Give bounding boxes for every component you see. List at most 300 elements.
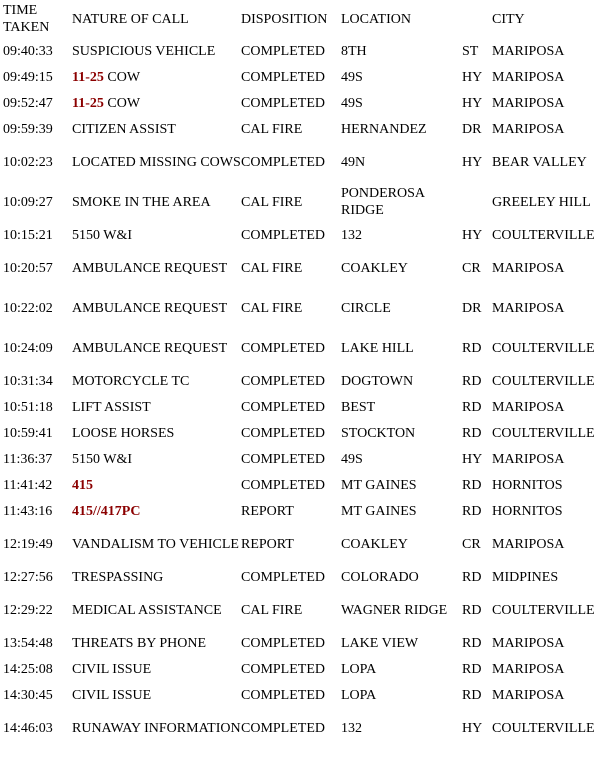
call-log-table [3, 0, 614, 748]
time-value: 10:09:27 [3, 194, 53, 210]
cell-suffix [462, 564, 492, 590]
nature-value: SUSPICIOUS VEHICLE [72, 43, 216, 59]
disposition-value: COMPLETED [241, 661, 325, 677]
cell-suffix [462, 394, 492, 420]
header-disposition: DISPOSITION [241, 11, 328, 27]
disposition-value: CAL FIRE [241, 121, 303, 137]
location-value: 132 [341, 227, 362, 243]
city-value: MIDPINES [492, 569, 559, 585]
cell-location [341, 248, 462, 288]
time-value: 14:25:08 [3, 661, 53, 677]
time-value: 09:49:15 [3, 69, 53, 85]
call-rows [3, 38, 614, 748]
disposition-value: COMPLETED [241, 635, 325, 651]
call-code: 11-25 [72, 95, 104, 111]
cell-location [341, 524, 462, 564]
nature-value: THREATS BY PHONE [72, 635, 207, 651]
time-value: 13:54:48 [3, 635, 53, 651]
cell-time [3, 420, 72, 446]
street-suffix: DR [462, 121, 482, 137]
city-value: COULTERVILLE [492, 373, 595, 389]
cell-nature [72, 222, 241, 248]
location-value: 8TH [341, 43, 367, 59]
cell-suffix [462, 222, 492, 248]
city-value: COULTERVILLE [492, 720, 595, 736]
cell-location [341, 64, 462, 90]
city-value: COULTERVILLE [492, 425, 595, 441]
cell-city [492, 288, 614, 328]
time-value: 12:29:22 [3, 602, 53, 618]
time-value: 11:43:16 [3, 503, 53, 519]
city-value: MARIPOSA [492, 536, 565, 552]
table-row [3, 498, 614, 524]
cell-disposition [241, 656, 341, 682]
city-value: COULTERVILLE [492, 602, 595, 618]
time-value: 14:30:45 [3, 687, 53, 703]
table-row [3, 708, 614, 748]
location-value: LAKE HILL [341, 340, 414, 356]
disposition-value: COMPLETED [241, 154, 325, 170]
location-value: 132 [341, 720, 362, 736]
header-nature: NATURE OF CALL [72, 11, 189, 27]
cell-time [3, 590, 72, 630]
cell-suffix [462, 182, 492, 222]
cell-city [492, 142, 614, 182]
cell-disposition [241, 38, 341, 64]
time-value: 11:36:37 [3, 451, 53, 467]
cell-disposition [241, 182, 341, 222]
city-value: MARIPOSA [492, 451, 565, 467]
cell-nature [72, 590, 241, 630]
cell-suffix [462, 142, 492, 182]
time-value: 11:41:42 [3, 477, 53, 493]
cell-disposition [241, 368, 341, 394]
location-value: 49N [341, 154, 366, 170]
cell-nature [72, 394, 241, 420]
disposition-value: CAL FIRE [241, 602, 303, 618]
street-suffix: RD [462, 425, 482, 441]
cell-location [341, 38, 462, 64]
time-value: 10:59:41 [3, 425, 53, 441]
table-row [3, 222, 614, 248]
disposition-value: COMPLETED [241, 451, 325, 467]
cell-nature [72, 368, 241, 394]
cell-disposition [241, 116, 341, 142]
table-row [3, 630, 614, 656]
city-value: GREELEY HILL [492, 194, 591, 210]
cell-nature [72, 420, 241, 446]
city-value: MARIPOSA [492, 661, 565, 677]
cell-city [492, 222, 614, 248]
cell-suffix [462, 472, 492, 498]
street-suffix: HY [462, 720, 483, 736]
city-value: MARIPOSA [492, 635, 565, 651]
header-row [3, 0, 614, 38]
cell-location [341, 630, 462, 656]
cell-city [492, 90, 614, 116]
location-value: MT GAINES [341, 503, 417, 519]
time-value: 12:27:56 [3, 569, 53, 585]
cell-time [3, 656, 72, 682]
cell-city [492, 682, 614, 708]
cell-nature [72, 288, 241, 328]
nature-value: AMBULANCE REQUEST [72, 300, 228, 316]
disposition-value: COMPLETED [241, 477, 325, 493]
time-value: 10:22:02 [3, 300, 53, 316]
city-value: HORNITOS [492, 477, 563, 493]
cell-location [341, 420, 462, 446]
location-value: HERNANDEZ [341, 121, 427, 137]
cell-time [3, 368, 72, 394]
street-suffix: RD [462, 477, 482, 493]
nature-value: TRESPASSING [72, 569, 164, 585]
time-value: 09:40:33 [3, 43, 53, 59]
cell-suffix [462, 446, 492, 472]
time-value: 09:52:47 [3, 95, 53, 111]
disposition-value: COMPLETED [241, 569, 325, 585]
street-suffix: HY [462, 451, 483, 467]
time-value: 10:02:23 [3, 154, 53, 170]
cell-location [341, 590, 462, 630]
location-value: BEST [341, 399, 376, 415]
cell-disposition [241, 328, 341, 368]
cell-time [3, 288, 72, 328]
table-row [3, 394, 614, 420]
cell-location [341, 328, 462, 368]
disposition-value: CAL FIRE [241, 194, 303, 210]
street-suffix: DR [462, 300, 482, 316]
cell-city [492, 524, 614, 564]
nature-value: CITIZEN ASSIST [72, 121, 176, 137]
disposition-value: CAL FIRE [241, 260, 303, 276]
nature-value: 5150 W&I [72, 227, 133, 243]
location-value: WAGNER RIDGE [341, 602, 448, 618]
cell-location [341, 394, 462, 420]
cell-nature [72, 182, 241, 222]
cell-city [492, 420, 614, 446]
cell-time [3, 222, 72, 248]
cell-suffix [462, 682, 492, 708]
cell-suffix [462, 708, 492, 748]
nature-value: LOCATED MISSING COWS [72, 154, 241, 170]
street-suffix: RD [462, 340, 482, 356]
cell-nature [72, 142, 241, 182]
table-row [3, 590, 614, 630]
cell-location [341, 182, 462, 222]
cell-city [492, 182, 614, 222]
cell-time [3, 472, 72, 498]
time-value: 10:24:09 [3, 340, 53, 356]
disposition-value: COMPLETED [241, 425, 325, 441]
cell-disposition [241, 90, 341, 116]
header-city: CITY [492, 11, 525, 27]
cell-time [3, 498, 72, 524]
time-value: 10:20:57 [3, 260, 53, 276]
cell-suffix [462, 420, 492, 446]
table-row [3, 446, 614, 472]
cell-disposition [241, 420, 341, 446]
table-row [3, 288, 614, 328]
cell-city [492, 472, 614, 498]
cell-disposition [241, 142, 341, 182]
nature-value: CIVIL ISSUE [72, 661, 152, 677]
table-row [3, 328, 614, 368]
time-value: 12:19:49 [3, 536, 53, 552]
table-row [3, 524, 614, 564]
nature-value: RUNAWAY INFORMATION [72, 720, 241, 736]
cell-nature [72, 564, 241, 590]
cell-suffix [462, 64, 492, 90]
disposition-value: REPORT [241, 536, 294, 552]
cell-city [492, 368, 614, 394]
cell-nature [72, 472, 241, 498]
cell-city [492, 590, 614, 630]
cell-suffix [462, 38, 492, 64]
street-suffix: RD [462, 635, 482, 651]
nature-value: LOOSE HORSES [72, 425, 175, 441]
header-location: LOCATION [341, 11, 411, 27]
cell-suffix [462, 288, 492, 328]
disposition-value: COMPLETED [241, 43, 325, 59]
cell-nature [72, 248, 241, 288]
cell-city [492, 446, 614, 472]
table-row [3, 64, 614, 90]
cell-nature [72, 630, 241, 656]
city-value: MARIPOSA [492, 687, 565, 703]
location-value: PONDEROSA RIDGE [341, 186, 425, 218]
location-value: DOGTOWN [341, 373, 414, 389]
cell-location [341, 656, 462, 682]
call-code: 11-25 [72, 69, 104, 85]
cell-location [341, 708, 462, 748]
cell-time [3, 682, 72, 708]
nature-value: VANDALISM TO VEHICLE [72, 536, 239, 552]
cell-disposition [241, 288, 341, 328]
table-row [3, 142, 614, 182]
time-value: 10:51:18 [3, 399, 53, 415]
table-row [3, 38, 614, 64]
table-row [3, 368, 614, 394]
city-value: BEAR VALLEY [492, 154, 587, 170]
table-row [3, 656, 614, 682]
cell-time [3, 446, 72, 472]
street-suffix: RD [462, 602, 482, 618]
location-value: COAKLEY [341, 260, 408, 276]
street-suffix: RD [462, 661, 482, 677]
cell-time [3, 38, 72, 64]
cell-nature [72, 90, 241, 116]
cell-time [3, 564, 72, 590]
street-suffix: RD [462, 569, 482, 585]
cell-suffix [462, 116, 492, 142]
cell-disposition [241, 590, 341, 630]
table-row [3, 682, 614, 708]
cell-disposition [241, 222, 341, 248]
table-row [3, 90, 614, 116]
disposition-value: CAL FIRE [241, 300, 303, 316]
location-value: LOPA [341, 687, 377, 703]
location-value: COLORADO [341, 569, 419, 585]
disposition-value: COMPLETED [241, 720, 325, 736]
cell-disposition [241, 682, 341, 708]
nature-value: SMOKE IN THE AREA [72, 194, 211, 210]
cell-location [341, 472, 462, 498]
location-value: MT GAINES [341, 477, 417, 493]
cell-disposition [241, 564, 341, 590]
time-value: 10:15:21 [3, 227, 53, 243]
cell-city [492, 564, 614, 590]
cell-city [492, 656, 614, 682]
time-value: 09:59:39 [3, 121, 53, 137]
call-code: 415 [72, 477, 93, 493]
cell-nature [72, 682, 241, 708]
cell-nature [72, 708, 241, 748]
table-row [3, 182, 614, 222]
cell-disposition [241, 524, 341, 564]
cell-nature [72, 656, 241, 682]
cell-location [341, 90, 462, 116]
table-row [3, 116, 614, 142]
location-value: CIRCLE [341, 300, 391, 316]
cell-suffix [462, 248, 492, 288]
city-value: MARIPOSA [492, 95, 565, 111]
location-value: LAKE VIEW [341, 635, 419, 651]
location-value: 49S [341, 95, 363, 111]
street-suffix: CR [462, 260, 481, 276]
cell-time [3, 524, 72, 564]
street-suffix: CR [462, 536, 481, 552]
cell-nature [72, 116, 241, 142]
table-row [3, 420, 614, 446]
cell-location [341, 446, 462, 472]
cell-suffix [462, 524, 492, 564]
disposition-value: COMPLETED [241, 373, 325, 389]
cell-disposition [241, 446, 341, 472]
city-value: MARIPOSA [492, 69, 565, 85]
cell-nature [72, 64, 241, 90]
cell-suffix [462, 328, 492, 368]
cell-suffix [462, 368, 492, 394]
street-suffix: RD [462, 399, 482, 415]
street-suffix: ST [462, 43, 479, 59]
cell-location [341, 564, 462, 590]
city-value: MARIPOSA [492, 121, 565, 137]
header-suffix [462, 0, 492, 38]
city-value: MARIPOSA [492, 300, 565, 316]
disposition-value: COMPLETED [241, 227, 325, 243]
cell-disposition [241, 708, 341, 748]
cell-time [3, 64, 72, 90]
table-row [3, 248, 614, 288]
cell-city [492, 64, 614, 90]
cell-time [3, 116, 72, 142]
cell-nature [72, 446, 241, 472]
cell-city [492, 630, 614, 656]
cell-disposition [241, 498, 341, 524]
cell-location [341, 288, 462, 328]
city-value: COULTERVILLE [492, 340, 595, 356]
city-value: MARIPOSA [492, 43, 565, 59]
cell-time [3, 182, 72, 222]
street-suffix: HY [462, 154, 483, 170]
nature-value: MOTORCYCLE TC [72, 373, 190, 389]
street-suffix: RD [462, 687, 482, 703]
cell-city [492, 394, 614, 420]
cell-time [3, 394, 72, 420]
cell-disposition [241, 248, 341, 288]
street-suffix: HY [462, 95, 483, 111]
cell-time [3, 630, 72, 656]
location-value: COAKLEY [341, 536, 408, 552]
cell-time [3, 90, 72, 116]
nature-value: AMBULANCE REQUEST [72, 340, 228, 356]
street-suffix: HY [462, 227, 483, 243]
city-value: HORNITOS [492, 503, 563, 519]
nature-value: COW [103, 95, 141, 111]
cell-suffix [462, 90, 492, 116]
city-value: MARIPOSA [492, 260, 565, 276]
disposition-value: COMPLETED [241, 95, 325, 111]
cell-location [341, 682, 462, 708]
cell-location [341, 222, 462, 248]
cell-city [492, 38, 614, 64]
street-suffix: RD [462, 373, 482, 389]
cell-location [341, 116, 462, 142]
cell-suffix [462, 630, 492, 656]
nature-value: 5150 W&I [72, 451, 133, 467]
cell-location [341, 368, 462, 394]
cell-disposition [241, 630, 341, 656]
disposition-value: COMPLETED [241, 69, 325, 85]
cell-suffix [462, 656, 492, 682]
header-time: TIME TAKEN [3, 3, 50, 35]
location-value: 49S [341, 451, 363, 467]
location-value: STOCKTON [341, 425, 416, 441]
table-row [3, 472, 614, 498]
cell-nature [72, 524, 241, 564]
cell-time [3, 708, 72, 748]
cell-time [3, 328, 72, 368]
city-value: MARIPOSA [492, 399, 565, 415]
nature-value: LIFT ASSIST [72, 399, 151, 415]
disposition-value: COMPLETED [241, 340, 325, 356]
nature-value: AMBULANCE REQUEST [72, 260, 228, 276]
cell-suffix [462, 498, 492, 524]
time-value: 10:31:34 [3, 373, 53, 389]
cell-city [492, 328, 614, 368]
location-value: 49S [341, 69, 363, 85]
time-value: 14:46:03 [3, 720, 53, 736]
nature-value: COW [103, 69, 141, 85]
cell-city [492, 708, 614, 748]
cell-nature [72, 38, 241, 64]
disposition-value: COMPLETED [241, 687, 325, 703]
call-code: 415//417PC [72, 503, 141, 519]
table-row [3, 564, 614, 590]
cell-city [492, 116, 614, 142]
cell-nature [72, 328, 241, 368]
cell-time [3, 248, 72, 288]
city-value: COULTERVILLE [492, 227, 595, 243]
cell-suffix [462, 590, 492, 630]
cell-disposition [241, 64, 341, 90]
cell-disposition [241, 394, 341, 420]
disposition-value: REPORT [241, 503, 294, 519]
street-suffix: HY [462, 69, 483, 85]
cell-nature [72, 498, 241, 524]
street-suffix: RD [462, 503, 482, 519]
cell-disposition [241, 472, 341, 498]
